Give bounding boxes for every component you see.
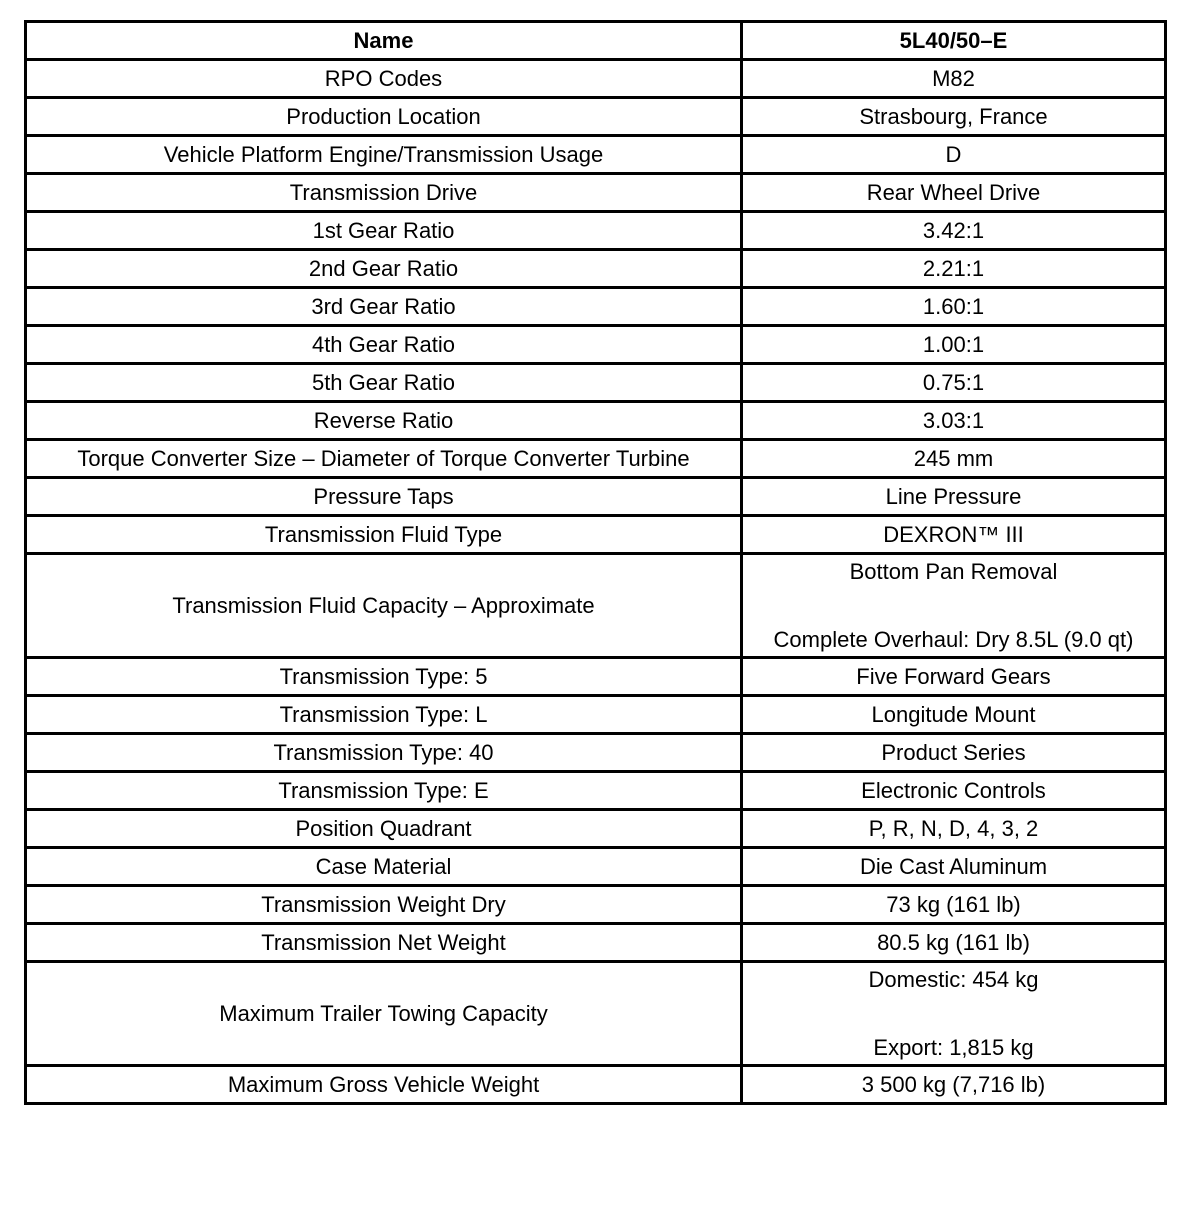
table-row — [26, 886, 1166, 924]
row-value-top: Domestic: 454 kg — [868, 966, 1039, 992]
row-label: Transmission Type: 5 — [26, 658, 742, 696]
row-value: Five Forward Gears — [742, 658, 1166, 696]
row-label: Transmission Drive — [26, 174, 742, 212]
row-value: P, R, N, D, 4, 3, 2 — [742, 810, 1166, 848]
table-row — [26, 326, 1166, 364]
row-label: Maximum Gross Vehicle Weight — [26, 1066, 742, 1104]
row-value: D — [742, 136, 1166, 174]
row-value: 3.42:1 — [742, 212, 1166, 250]
table-row — [26, 402, 1166, 440]
table-row — [26, 212, 1166, 250]
row-value: M82 — [742, 60, 1166, 98]
row-value: 3.03:1 — [742, 402, 1166, 440]
table-row — [26, 250, 1166, 288]
row-label: RPO Codes — [26, 60, 742, 98]
row-value: 245 mm — [742, 440, 1166, 478]
table-row — [26, 60, 1166, 98]
row-label: Transmission Type: L — [26, 696, 742, 734]
row-value-multiline — [742, 962, 1166, 1066]
table-row — [26, 440, 1166, 478]
row-label: Reverse Ratio — [26, 402, 742, 440]
row-value: Product Series — [742, 734, 1166, 772]
row-value: DEXRON™ III — [742, 516, 1166, 554]
row-value: 2.21:1 — [742, 250, 1166, 288]
table-row — [26, 848, 1166, 886]
table-row — [26, 288, 1166, 326]
table-row — [26, 772, 1166, 810]
row-label: Production Location — [26, 98, 742, 136]
row-value-top: Bottom Pan Removal — [849, 558, 1058, 584]
row-value: Electronic Controls — [742, 772, 1166, 810]
row-label: 5th Gear Ratio — [26, 364, 742, 402]
row-value: 1.60:1 — [742, 288, 1166, 326]
row-label: Vehicle Platform Engine/Transmission Usage — [26, 136, 742, 174]
table-row — [26, 696, 1166, 734]
row-label: 3rd Gear Ratio — [26, 288, 742, 326]
table-row — [26, 136, 1166, 174]
row-label: Maximum Trailer Towing Capacity — [26, 962, 742, 1066]
table-row — [26, 1066, 1166, 1104]
row-label: 1st Gear Ratio — [26, 212, 742, 250]
table-row — [26, 174, 1166, 212]
row-value: Rear Wheel Drive — [742, 174, 1166, 212]
row-value: Longitude Mount — [742, 696, 1166, 734]
row-label: Transmission Fluid Type — [26, 516, 742, 554]
table-row — [26, 364, 1166, 402]
row-label: Transmission Fluid Capacity – Approximate — [26, 554, 742, 658]
row-value: 0.75:1 — [742, 364, 1166, 402]
row-value-multiline — [742, 554, 1166, 658]
header-name-label: Name — [26, 22, 742, 60]
row-value-bottom: Complete Overhaul: Dry 8.5L (9.0 qt) — [773, 626, 1134, 652]
row-value: 80.5 kg (161 lb) — [742, 924, 1166, 962]
table-row — [26, 810, 1166, 848]
header-row — [26, 22, 1166, 60]
row-value: Die Cast Aluminum — [742, 848, 1166, 886]
header-name-value: 5L40/50–E — [742, 22, 1166, 60]
row-label: Case Material — [26, 848, 742, 886]
table-row — [26, 554, 1166, 658]
row-label: 4th Gear Ratio — [26, 326, 742, 364]
row-value: 1.00:1 — [742, 326, 1166, 364]
row-value: 3 500 kg (7,716 lb) — [742, 1066, 1166, 1104]
row-label: Transmission Type: E — [26, 772, 742, 810]
row-label: Pressure Taps — [26, 478, 742, 516]
row-value: 73 kg (161 lb) — [742, 886, 1166, 924]
table-row — [26, 962, 1166, 1066]
row-label: Transmission Type: 40 — [26, 734, 742, 772]
table-row — [26, 734, 1166, 772]
row-value: Strasbourg, France — [742, 98, 1166, 136]
specifications-table — [24, 20, 1167, 1105]
row-label: Transmission Weight Dry — [26, 886, 742, 924]
table-row — [26, 658, 1166, 696]
table-row — [26, 478, 1166, 516]
row-value-bottom: Export: 1,815 kg — [873, 1034, 1034, 1060]
row-label: 2nd Gear Ratio — [26, 250, 742, 288]
row-label: Transmission Net Weight — [26, 924, 742, 962]
table-row — [26, 924, 1166, 962]
table-row — [26, 98, 1166, 136]
row-label: Torque Converter Size – Diameter of Torque Converter Turbine — [26, 440, 742, 478]
row-label: Position Quadrant — [26, 810, 742, 848]
table-row — [26, 516, 1166, 554]
row-value: Line Pressure — [742, 478, 1166, 516]
